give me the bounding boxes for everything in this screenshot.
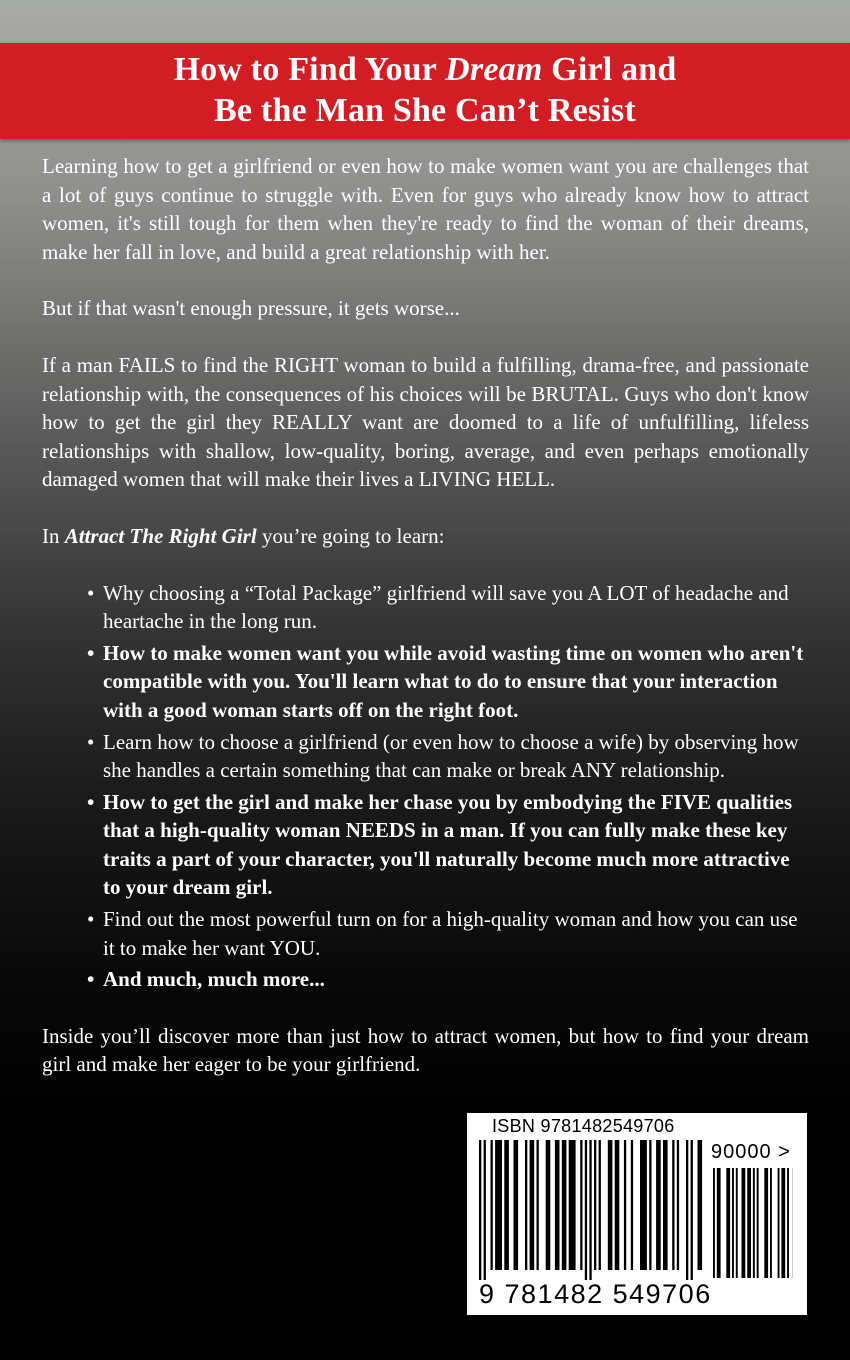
benefit-list bbox=[42, 579, 809, 994]
barcode-bar bbox=[686, 1140, 688, 1280]
title-line-2: Be the Man She Can’t Resist bbox=[214, 92, 636, 129]
barcode-bar bbox=[757, 1168, 759, 1278]
barcode-bar bbox=[778, 1168, 780, 1278]
barcode-bar bbox=[580, 1140, 582, 1270]
barcode-bar bbox=[589, 1140, 591, 1280]
barcode-bar bbox=[781, 1168, 785, 1278]
list-item: • Find out the most powerful turn on for a high-quality woman and how you can use it to make her want YOU. bbox=[87, 905, 809, 962]
barcode-bar bbox=[537, 1140, 539, 1270]
barcode-bar bbox=[495, 1140, 502, 1270]
barcode-bar bbox=[562, 1140, 567, 1270]
barcode-bar bbox=[672, 1140, 674, 1270]
barcode-bar bbox=[608, 1140, 613, 1270]
barcode-bar bbox=[787, 1168, 789, 1278]
barcode-bar bbox=[770, 1168, 772, 1278]
title-banner bbox=[0, 43, 850, 139]
barcode-bar bbox=[691, 1140, 693, 1280]
body-copy bbox=[42, 152, 809, 1079]
ean-barcode-bars bbox=[479, 1140, 703, 1282]
barcode-bar bbox=[484, 1140, 486, 1280]
barcode-bar bbox=[713, 1168, 715, 1278]
barcode-bar bbox=[677, 1140, 679, 1270]
barcode-bar bbox=[726, 1168, 730, 1278]
isbn-label: ISBN 9781482549706 bbox=[492, 1116, 675, 1136]
barcode-bar bbox=[649, 1140, 651, 1270]
barcode-bar bbox=[530, 1140, 535, 1270]
title-emphasis: Dream bbox=[445, 51, 543, 88]
barcode-bar bbox=[732, 1168, 734, 1278]
barcode-bar bbox=[491, 1140, 493, 1270]
barcode-bar bbox=[640, 1140, 647, 1270]
barcode-bar bbox=[747, 1168, 751, 1278]
barcode-bar bbox=[479, 1140, 481, 1280]
list-item: • How to get the girl and make her chase you by embodying the FIVE qualities that a high-quality woman NEEDS in a man. If you can fully make these key traits a part of your character, you'll naturally become much more attractive to your dream girl. bbox=[87, 788, 809, 902]
barcode-bar bbox=[514, 1140, 519, 1270]
barcode-bar bbox=[555, 1140, 560, 1270]
closing-paragraph: Inside you’ll discover more than just how to attract women, but how to find your dream girl and make her eager to be your girlfriend. bbox=[42, 1023, 809, 1077]
paragraph-1: Learning how to get a girlfriend or even how to make women want you are challenges that a lot of guys continue to struggle with. Even for guys who already know how to attract women, it's still tough for them when they're ready to find the woman of their dreams, make her fall in love, and build a great relationship with her. bbox=[42, 154, 809, 264]
barcode-bar bbox=[742, 1168, 746, 1278]
title-line-1: How to Find Your Dream Girl and bbox=[173, 51, 677, 88]
list-item: • Why choosing a “Total Package” girlfriend will save you A LOT of headache and heartache in the long run. bbox=[87, 579, 809, 636]
barcode-bar bbox=[764, 1168, 768, 1278]
barcode-bar bbox=[546, 1140, 551, 1270]
barcode-bar bbox=[736, 1168, 738, 1278]
barcode-bar bbox=[753, 1168, 755, 1278]
barcode-bar bbox=[663, 1140, 668, 1270]
barcode-bar bbox=[656, 1140, 661, 1270]
barcode-bar bbox=[631, 1140, 633, 1270]
barcode-digits: 9 781482 549706 bbox=[479, 1279, 712, 1309]
barcode-bar bbox=[569, 1140, 576, 1270]
barcode-bar bbox=[615, 1140, 620, 1270]
list-item: • Learn how to choose a girlfriend (or even how to choose a wife) by observing how she handles a certain something that can make or break ANY relationship. bbox=[87, 728, 809, 785]
paragraph-2: But if that wasn't enough pressure, it gets worse... bbox=[42, 296, 460, 321]
price-code: 90000 > bbox=[711, 1141, 791, 1163]
barcode-bar bbox=[525, 1140, 527, 1270]
list-item: • And much, much more... bbox=[87, 965, 809, 994]
book-title: Attract The Right Girl bbox=[64, 523, 257, 548]
barcode-bar bbox=[717, 1168, 721, 1278]
bullet-intro: In Attract The Right Girl you’re going to learn: bbox=[42, 523, 445, 548]
addon-barcode-bars bbox=[713, 1168, 793, 1280]
barcode-bar bbox=[594, 1140, 596, 1270]
barcode-bar bbox=[599, 1140, 601, 1270]
list-item: • How to make women want you while avoid wasting time on women who aren't compatible with you. You'll learn what to do to ensure that your interaction with a good woman starts off on the right foot. bbox=[87, 639, 809, 725]
barcode-bar bbox=[624, 1140, 626, 1270]
paragraph-3: If a man FAILS to find the RIGHT woman to build a fulfilling, drama-free, and passionate relationship with, the consequences of his choices will be BRUTAL. Guys who don't know how to get the girl they REALLY want are doomed to a life of unfulfilling, lifeless relationships with shallow, low-quality, boring, average, and even perhaps emotionally damaged women that will make their lives a LIVING HELL. bbox=[42, 352, 809, 492]
isbn-barcode bbox=[467, 1113, 807, 1315]
barcode-bar bbox=[585, 1140, 587, 1280]
barcode-bar bbox=[698, 1140, 703, 1270]
barcode-bar bbox=[504, 1140, 509, 1270]
